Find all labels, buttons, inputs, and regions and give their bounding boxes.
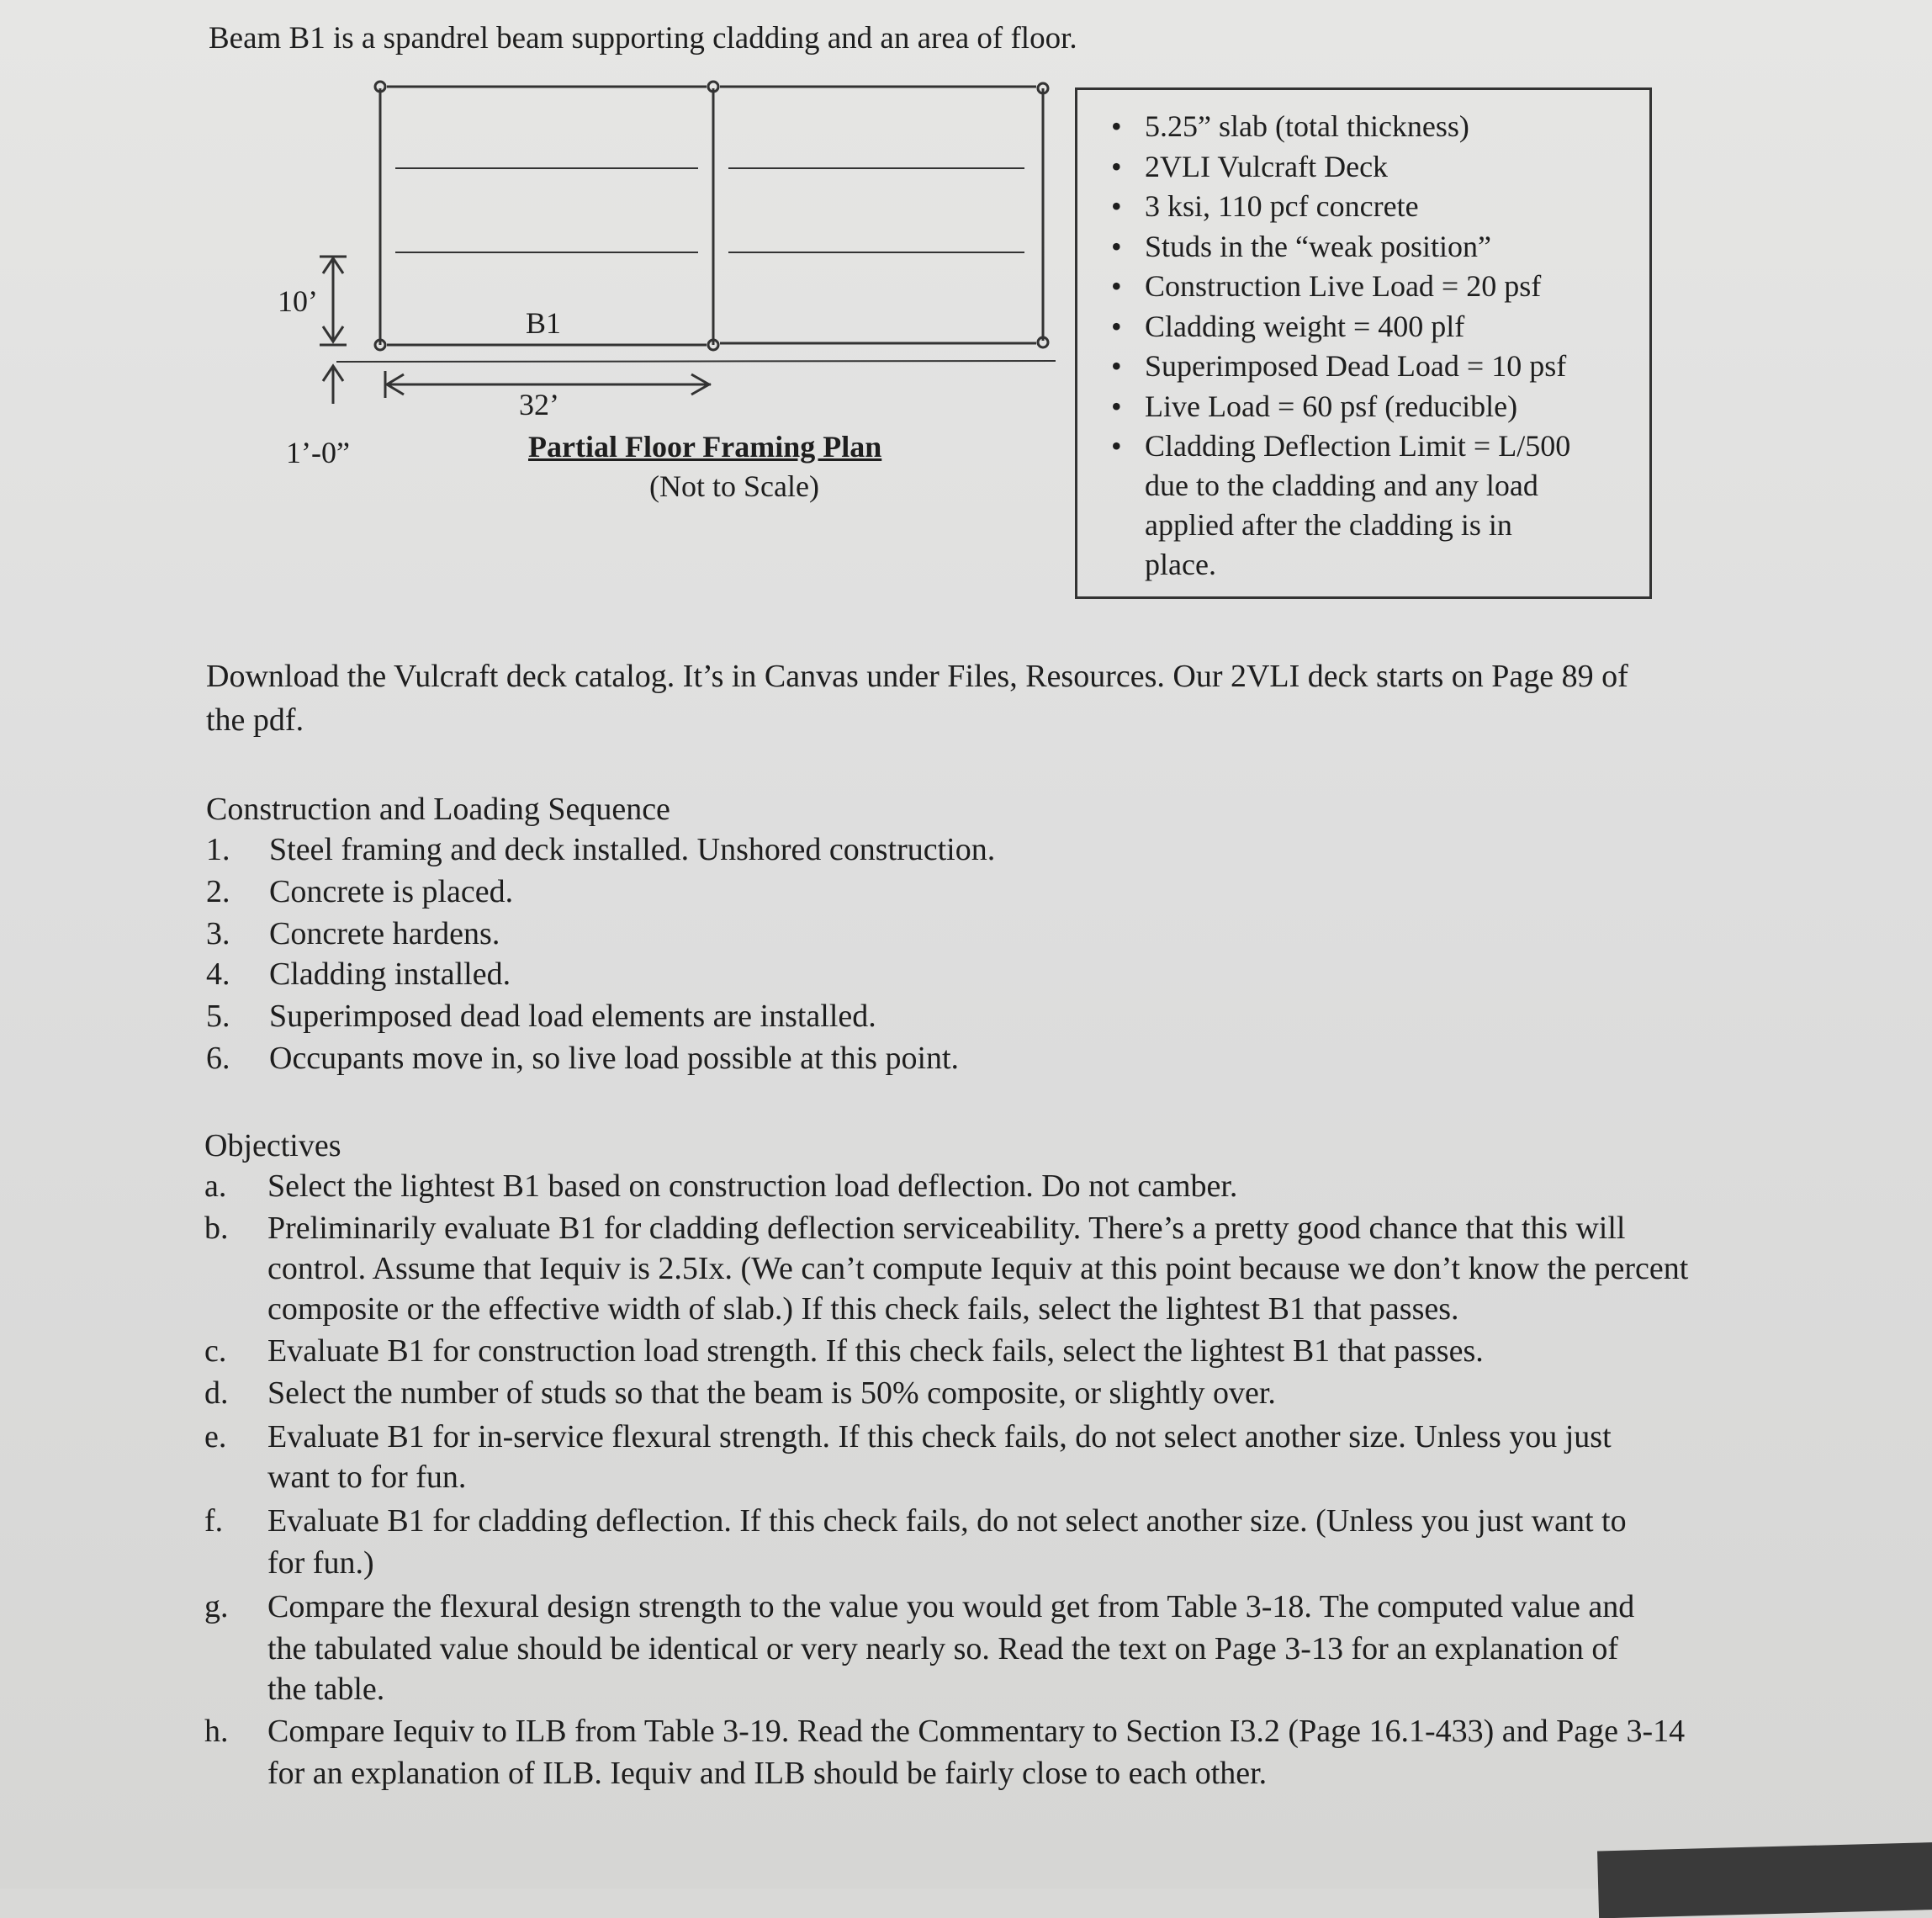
sequence-heading: Construction and Loading Sequence <box>206 792 670 827</box>
spec-item: • Cladding weight = 400 plf <box>1111 307 1570 347</box>
spec-item: • Superimposed Dead Load = 10 psf <box>1111 347 1570 387</box>
download-line: Download the Vulcraft deck catalog. It’s in Canvas under Files, Resources. Our 2VLI deck starts on Page 89 of <box>206 659 1628 694</box>
overhang-label: 1’-0” <box>286 436 350 469</box>
beam-b1-label: B1 <box>526 306 562 340</box>
spec-item: • Construction Live Load = 20 psf <box>1111 267 1570 307</box>
spacing-label: 10’ <box>278 284 318 318</box>
design-criteria-box <box>1075 87 1652 599</box>
spec-item: • Cladding Deflection Limit = L/500 <box>1111 427 1570 467</box>
spec-item: • 5.25” slab (total thickness) <box>1111 107 1570 147</box>
framing-plan <box>252 72 1060 526</box>
plan-subtitle: (Not to Scale) <box>649 469 819 503</box>
spec-item: • Live Load = 60 psf (reducible) <box>1111 387 1570 427</box>
spec-continuation: applied after the cladding is in <box>1145 508 1512 542</box>
download-paragraph <box>206 654 1628 742</box>
spec-item: • 3 ksi, 110 pcf concrete <box>1111 187 1570 227</box>
spec-item: • 2VLI Vulcraft Deck <box>1111 147 1570 188</box>
objectives-heading: Objectives <box>204 1128 341 1163</box>
spec-item: • Studs in the “weak position” <box>1111 227 1570 268</box>
download-line: the pdf. <box>206 702 304 738</box>
design-criteria-list <box>1111 107 1570 467</box>
span-label: 32’ <box>519 388 559 421</box>
slab-edge <box>336 361 1056 362</box>
desk-edge <box>1597 1842 1932 1918</box>
intro-text: Beam B1 is a spandrel beam supporting cladding and an area of floor. <box>209 21 1077 56</box>
plan-title: Partial Floor Framing Plan <box>528 430 882 464</box>
spec-continuation: place. <box>1145 548 1216 581</box>
spec-continuation: due to the cladding and any load <box>1145 469 1538 502</box>
